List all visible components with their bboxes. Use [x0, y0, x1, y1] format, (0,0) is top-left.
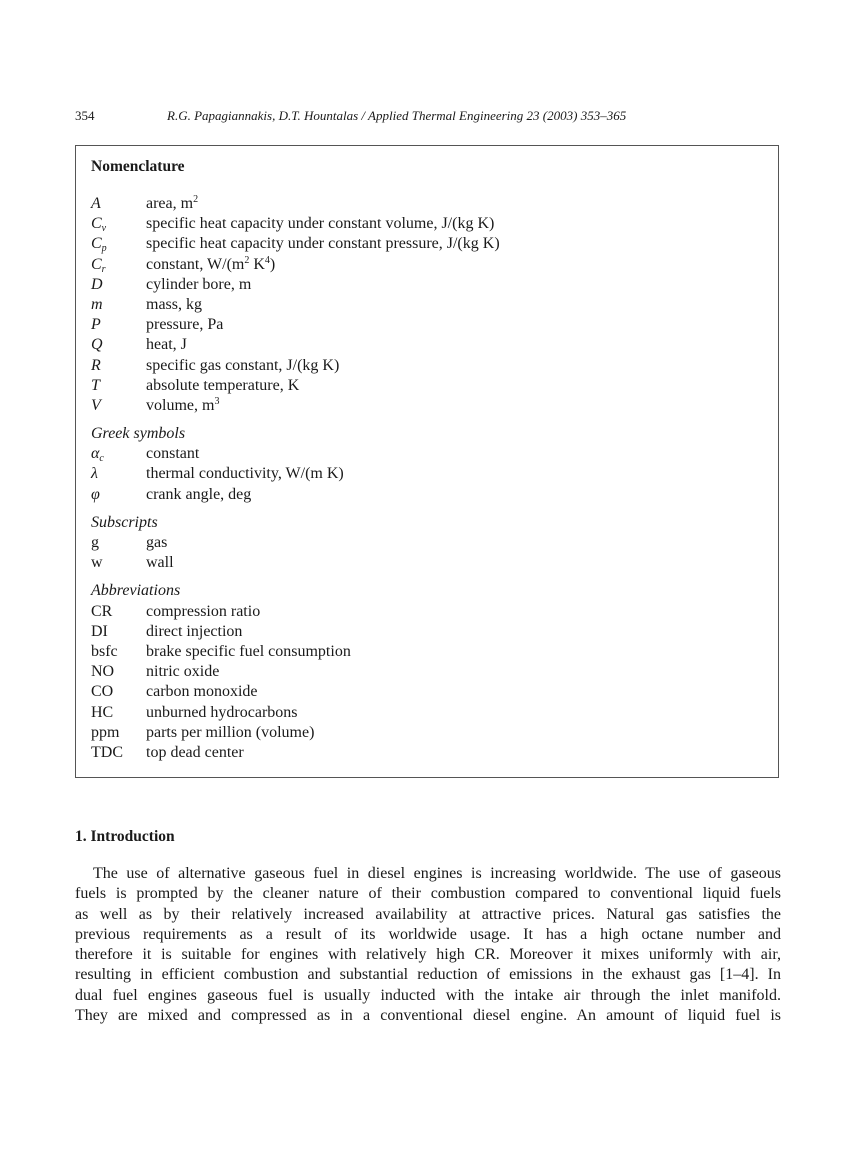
definition: specific heat capacity under constant volume, J/(kg K): [146, 215, 495, 233]
definition: wall: [146, 554, 174, 572]
definition: volume, $m^3$: [146, 395, 220, 414]
symbol: V: [91, 396, 101, 414]
definition: thermal conductivity, W/(m K): [146, 465, 344, 483]
nomenclature-row: [91, 255, 761, 275]
symbol: T: [91, 376, 100, 394]
definition: constant, $W/(m^2$ $K^4$): [146, 254, 276, 273]
definition: area, $m^2$: [146, 194, 199, 212]
nomenclature-row: [91, 275, 761, 295]
symbol: A: [91, 195, 101, 212]
text-line: fuels is prompted by the cleaner nature of their combustion compared to conventional liquid fuels: [75, 885, 781, 903]
symbol: $C_r$: [91, 255, 106, 275]
nomenclature-row: [91, 723, 761, 743]
nomenclature-row: [91, 214, 761, 234]
nomenclature-box: [75, 145, 779, 778]
nomenclature-row: [91, 485, 761, 505]
definition: unburned hydrocarbons: [146, 703, 298, 721]
nomenclature-row: [91, 703, 761, 723]
nomenclature-row: [91, 376, 761, 396]
nomenclature-list: [91, 194, 761, 763]
symbol: bsfc: [91, 642, 118, 660]
subscripts-title: Subscripts: [91, 513, 158, 531]
symbol: R: [91, 356, 101, 374]
nomenclature-row: [91, 642, 761, 662]
symbol: $C_p$: [91, 235, 107, 255]
symbol: DI: [91, 622, 108, 640]
nomenclature-row: [91, 396, 761, 416]
nomenclature-row: [91, 295, 761, 315]
symbol: w: [91, 554, 103, 572]
definition: brake specific fuel consumption: [146, 642, 351, 660]
nomenclature-row: [91, 335, 761, 355]
nomenclature-row: [91, 682, 761, 702]
definition: cylinder bore, m: [146, 275, 252, 293]
definition: nitric oxide: [146, 663, 220, 681]
definition: absolute temperature, K: [146, 376, 300, 394]
symbol: CR: [91, 602, 113, 620]
definition: gas: [146, 534, 168, 551]
running-title: R.G. Papagiannakis, D.T. Hountalas / Applied Thermal Engineering 23 (2003) 353–365: [167, 108, 627, 123]
text-line: therefore it is suitable for engines with relatively high CR. Moreover it mixes uniformly with air,: [75, 946, 781, 964]
definition: specific gas constant, J/(kg K): [146, 356, 340, 374]
symbol: φ: [91, 485, 100, 503]
nomenclature-row: [91, 356, 761, 376]
nomenclature-row: [91, 234, 761, 254]
text-line: as well as by their relatively increased availability at attractive prices. Natural gas satisfies the: [75, 905, 781, 923]
definition: heat, J: [146, 336, 187, 354]
symbol: ppm: [91, 723, 120, 741]
symbol: $\alpha_c$: [91, 445, 104, 465]
nomenclature-row: [91, 444, 761, 464]
text-line: resulting in efficient combustion and substantial reduction of emissions in the exhaust gas [1–4]. In: [75, 966, 781, 984]
symbol: λ: [91, 465, 98, 483]
symbol: TDC: [91, 743, 123, 761]
greek-symbols-title: Greek symbols: [91, 425, 186, 443]
definition: constant: [146, 445, 200, 463]
text-line: dual fuel engines gaseous fuel is usually inducted with the intake air through the inlet manifold.: [75, 986, 781, 1004]
definition: mass, kg: [146, 295, 202, 313]
symbol: CO: [91, 683, 114, 701]
symbol: m: [91, 295, 103, 313]
text-line: previous requirements as a result of its worldwide usage. It has a high octane number and: [75, 925, 781, 943]
definition: carbon monoxide: [146, 683, 258, 701]
nomenclature-row: [91, 622, 761, 642]
nomenclature-row: [91, 553, 761, 573]
symbol: NO: [91, 663, 115, 681]
nomenclature-row: [91, 533, 761, 553]
nomenclature-row: [91, 315, 761, 335]
symbol: Q: [91, 336, 103, 354]
definition: crank angle, deg: [146, 485, 252, 503]
symbol: D: [91, 275, 103, 293]
page-number: 354: [75, 108, 95, 123]
nomenclature-row: [91, 464, 761, 484]
definition: parts per million (volume): [146, 723, 315, 741]
text-line: They are mixed and compressed as in a conventional diesel engine. An amount of liquid fuel is: [75, 1007, 781, 1025]
introduction-paragraph: [75, 864, 781, 1026]
symbol: P: [91, 316, 101, 334]
definition: direct injection: [146, 622, 243, 640]
definition: compression ratio: [146, 602, 261, 620]
nomenclature-row: [91, 743, 761, 763]
section-heading-introduction: 1. Introduction: [75, 828, 175, 845]
symbol: $C_v$: [91, 215, 107, 235]
text-line: The use of alternative gaseous fuel in diesel engines is increasing worldwide. The use of gaseous: [93, 865, 781, 882]
nomenclature-row: [91, 194, 761, 214]
nomenclature-row: [91, 662, 761, 682]
definition: pressure, Pa: [146, 316, 224, 334]
nomenclature-title: Nomenclature: [91, 158, 185, 175]
definition: top dead center: [146, 743, 244, 761]
definition: specific heat capacity under constant pressure, J/(kg K): [146, 235, 500, 253]
symbol: HC: [91, 703, 114, 721]
symbol: g: [91, 534, 99, 551]
nomenclature-row: [91, 602, 761, 622]
abbreviations-title: Abbreviations: [91, 582, 181, 600]
